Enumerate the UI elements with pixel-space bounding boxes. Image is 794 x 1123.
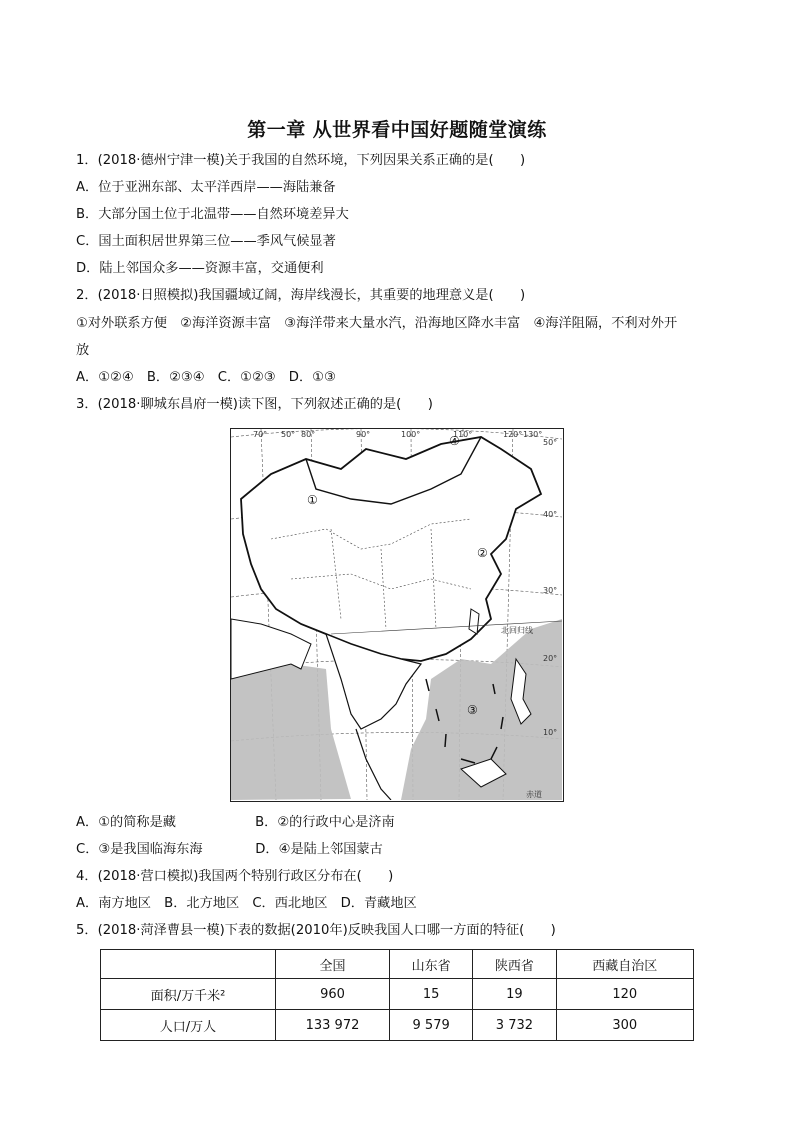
table-cell: 15 [389, 979, 472, 1010]
equator-label: 赤道 [526, 790, 542, 799]
lat-label-40: 40° [543, 510, 558, 519]
table-cell: 120 [556, 979, 693, 1010]
table-header-cell [101, 950, 276, 979]
question-3-options-ab: A．①的简称是藏 B．②的行政中心是济南 [76, 815, 395, 830]
lat-label-50: 50° [543, 438, 558, 447]
table-cell: 300 [556, 1010, 693, 1041]
lon-label-70: 70° [253, 430, 268, 439]
question-4-stem: 4．(2018·营口模拟)我国两个特别行政区分布在( ) [76, 869, 394, 884]
tropic-label: 北回归线 [501, 626, 533, 635]
table-cell: 人口/万人 [101, 1010, 276, 1041]
marker-3: ③ [467, 703, 478, 717]
question-2-items: ①对外联系方便 ②海洋资源丰富 ③海洋带来大量水汽，沿海地区降水丰富 ④海洋阻隔，不利对外开 [76, 316, 678, 331]
lon-label-100: 100° [401, 430, 421, 439]
page-title: 第一章 从世界看中国好题随堂演练 [247, 119, 547, 141]
lon-label-130: 130° [523, 430, 543, 439]
question-2-stem: 2．(2018·日照模拟)我国疆域辽阔，海岸线漫长，其重要的地理意义是( ) [76, 288, 526, 303]
question-1-stem: 1．(2018·德州宁津一模)关于我国的自然环境，下列因果关系正确的是( ) [76, 153, 526, 168]
table-row [101, 1010, 694, 1041]
question-4-options: A．南方地区 B．北方地区 C．西北地区 D．青藏地区 [76, 896, 417, 911]
table-cell: 3 732 [473, 1010, 556, 1041]
question-3-stem: 3．(2018·聊城东昌府一模)读下图，下列叙述正确的是( ) [76, 397, 433, 412]
question-1-option-a: A．位于亚洲东部、太平洋西岸——海陆兼备 [76, 180, 336, 195]
table-cell: 面积/万千米² [101, 979, 276, 1010]
lat-label-30: 30° [543, 586, 558, 595]
lat-label-10: 10° [543, 728, 558, 737]
question-1-option-b: B．大部分国土位于北温带——自然环境差异大 [76, 207, 349, 222]
lon-label-110: 110° [453, 430, 473, 439]
table-header-cell: 全国 [276, 950, 390, 979]
table-header-cell: 西藏自治区 [556, 950, 693, 979]
marker-1: ① [307, 493, 318, 507]
table-row [101, 979, 694, 1010]
lon-label-80: 80° [301, 430, 316, 439]
question-3-options-cd: C．③是我国临海东海 D．④是陆上邻国蒙古 [76, 842, 383, 857]
question-5-stem: 5．(2018·菏泽曹县一模)下表的数据(2010年)反映我国人口哪一方面的特征( ) [76, 923, 556, 938]
table-header-row [101, 950, 694, 979]
table-cell: 19 [473, 979, 556, 1010]
lon-label-small-50: 50° [281, 430, 296, 439]
table-cell: 133 972 [276, 1010, 390, 1041]
china-map-figure [230, 428, 564, 802]
table-header-cell: 山东省 [389, 950, 472, 979]
lon-label-90: 90° [356, 430, 371, 439]
marker-4: ④ [449, 434, 460, 448]
population-table [100, 949, 694, 1041]
question-1-option-c: C．国土面积居世界第三位——季风气候显著 [76, 234, 336, 249]
question-1-option-d: D．陆上邻国众多——资源丰富，交通便利 [76, 261, 324, 276]
question-2-options: A．①②④ B．②③④ C．①②③ D．①③ [76, 370, 336, 385]
marker-2: ② [477, 546, 488, 560]
lon-label-120: 120° [503, 430, 523, 439]
table-cell: 9 579 [389, 1010, 472, 1041]
question-2-items-cont: 放 [76, 343, 90, 358]
table-header-cell: 陕西省 [473, 950, 556, 979]
lat-label-20: 20° [543, 654, 558, 663]
table-cell: 960 [276, 979, 390, 1010]
